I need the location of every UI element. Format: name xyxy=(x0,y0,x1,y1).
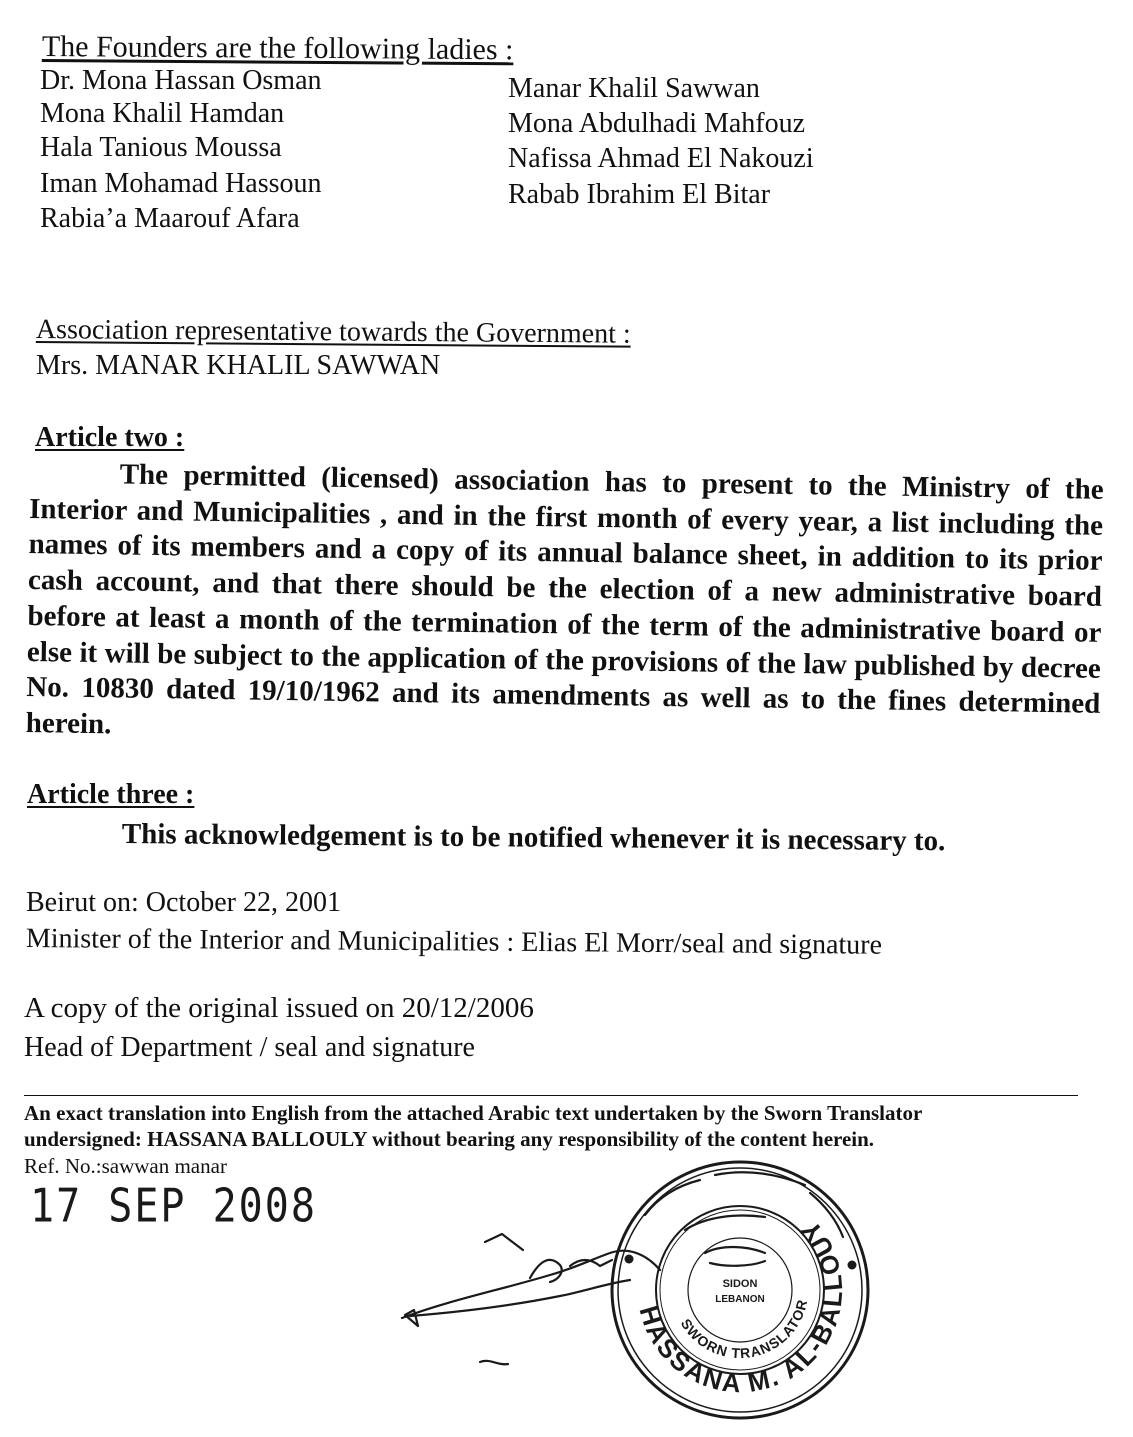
stamp-city: SIDON xyxy=(722,1278,758,1290)
svg-text:HASSANA M. AL-BALLOUY xyxy=(634,1214,849,1399)
representative-name: Mrs. MANAR KHALIL SAWWAN xyxy=(36,350,441,381)
translator-stamp xyxy=(605,1155,875,1425)
stamp-inner-text: SWORN TRANSLATOR xyxy=(677,1297,811,1362)
founder-name: Mona Abdulhadi Mahfouz xyxy=(508,108,806,139)
founder-name: Nafissa Ahmad El Nakouzi xyxy=(508,143,814,174)
article-three-heading: Article three : xyxy=(27,779,195,810)
copy-issued-line: A copy of the original issued on 20/12/2006 xyxy=(24,992,534,1024)
reference-number: Ref. No.:sawwan manar xyxy=(24,1154,227,1178)
date-stamp: 17 SEP 2008 xyxy=(30,1180,317,1233)
founders-heading: The Founders are the following ladies : xyxy=(41,30,514,67)
stamp-outer-text: HASSANA M. AL-BALLOUY xyxy=(633,1213,849,1399)
article-three-body: This acknowledgement is to be notified whenever it is necessary to. xyxy=(121,818,946,858)
footer-divider xyxy=(24,1095,1078,1096)
founder-name: Rabab Ibrahim El Bitar xyxy=(508,179,771,210)
issue-place-date: Beirut on: October 22, 2001 xyxy=(26,887,341,918)
article-two-text: The permitted (licensed) association has to present to the Ministry of the Interior and Municipalities , and in the first month of every year, a list including the names of its members and a copy of its annual balance sheet, in addition to its prior cash account, and that there should be the election of a new administrative board before at least a month of the termination of the term of the administrative board or else it will be subject to the application of the provisions of the law published by decree No. 10830 dated 19/10/1962 and its amendments as well as to the fines determined herein. xyxy=(25,458,1104,741)
translation-note-line1: An exact translation into English from the attached Arabic text undertaken by the Sworn Translator xyxy=(24,1101,923,1125)
representative-heading: Association representative towards the Government : xyxy=(35,314,631,350)
minister-line: Minister of the Interior and Municipalities : Elias El Morr/seal and signature xyxy=(25,923,883,961)
stamp-country: LEBANON xyxy=(715,1294,765,1305)
founder-name: Rabia’a Maarouf Afara xyxy=(40,203,300,234)
article-two-heading: Article two : xyxy=(35,422,185,453)
founder-name: Iman Mohamad Hassoun xyxy=(40,168,322,199)
founder-name: Dr. Mona Hassan Osman xyxy=(40,65,322,96)
translation-note-line2: undersigned: HASSANA BALLOULY without bearing any responsibility of the content herein. xyxy=(24,1127,875,1151)
founder-name: Mona Khalil Hamdan xyxy=(40,98,285,129)
head-of-department-line: Head of Department / seal and signature xyxy=(24,1032,475,1063)
founder-name: Manar Khalil Sawwan xyxy=(508,73,760,104)
founder-name: Hala Tanious Moussa xyxy=(40,132,282,163)
article-two-body xyxy=(26,456,1104,758)
